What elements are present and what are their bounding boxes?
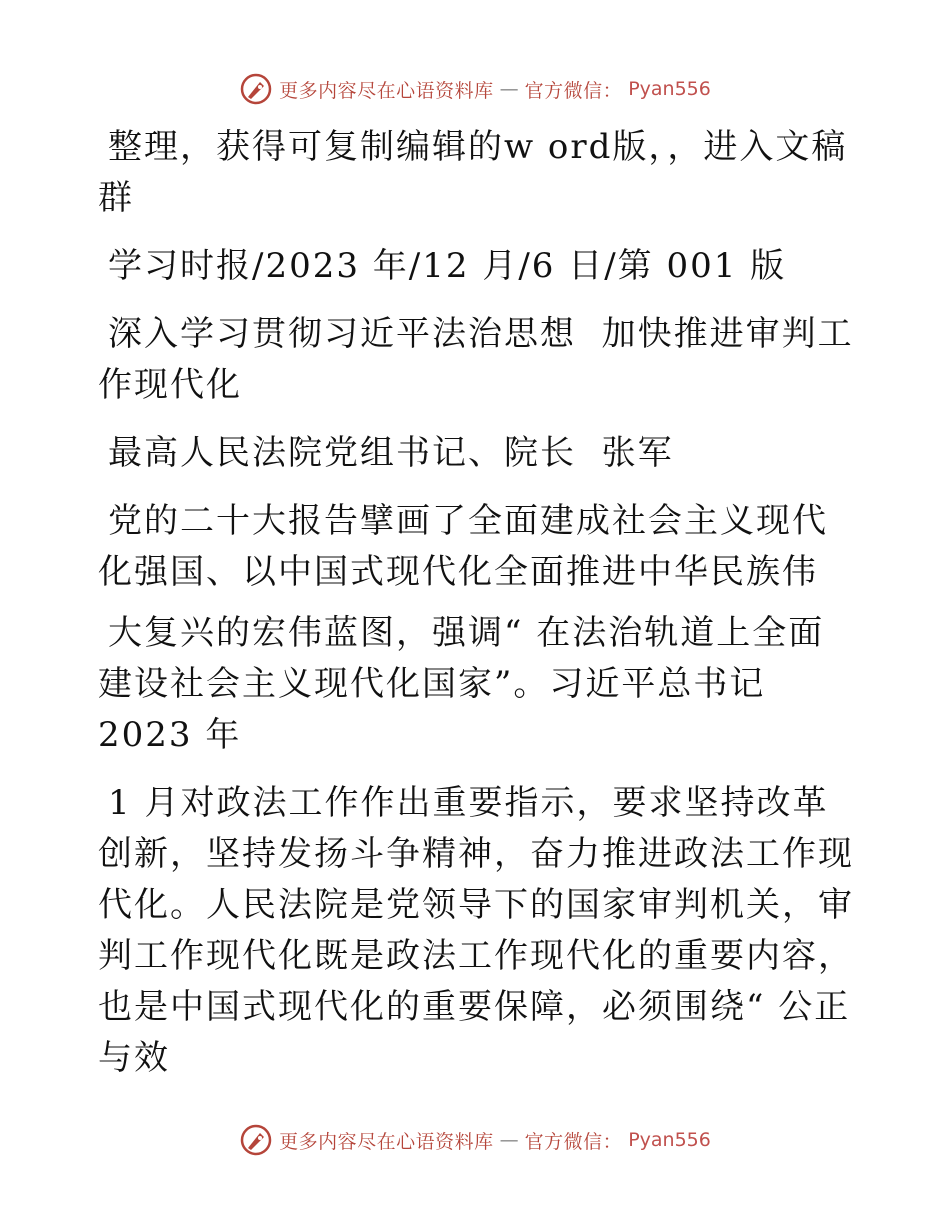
header-watermark bbox=[0, 72, 950, 106]
pen-nib-icon bbox=[239, 72, 273, 106]
paragraph-body-2: 大复兴的宏伟蓝图，强调“ 在法治轨道上全面建设社会主义现代化国家”。习近平总书记 2023 年 bbox=[98, 613, 825, 755]
footer-watermark bbox=[0, 1123, 950, 1157]
document-body bbox=[98, 122, 858, 1101]
paragraph-body-3: 1 月对政法工作作出重要指示，要求坚持改革创新，坚持发扬斗争精神，奋力推进政法工作现代化。人民法院是党领导下的国家审判机关，审判工作现代化既是政法工作现代化的重要内容，也是中国式现代化的重要保障，必须围绕“ 公正与效 bbox=[98, 783, 854, 1078]
paragraph-author: 最高人民法院党组书记、院长 张军 bbox=[108, 433, 674, 473]
paragraph-title: 深入学习贯彻习近平法治思想 加快推进审判工作现代化 bbox=[98, 314, 854, 405]
watermark-contact-id: Pyan556 bbox=[628, 78, 711, 100]
paragraph-body-1: 党的二十大报告擘画了全面建成社会主义现代化强国、以中国式现代化全面推进中华民族伟 bbox=[98, 501, 828, 592]
watermark-contact-label: 官方微信： bbox=[524, 1130, 623, 1153]
paragraph-intro: 整理，获得可复制编辑的w ord版，，进入文稿群 bbox=[98, 127, 848, 218]
watermark-contact-label: 官方微信： bbox=[524, 79, 623, 102]
watermark-separator: — bbox=[499, 78, 519, 100]
watermark-main-text: 更多内容尽在心语资料库 bbox=[279, 1130, 494, 1153]
pen-nib-icon bbox=[239, 1123, 273, 1157]
watermark-main-text: 更多内容尽在心语资料库 bbox=[279, 79, 494, 102]
watermark-contact-id: Pyan556 bbox=[628, 1129, 711, 1151]
watermark-separator: — bbox=[499, 1129, 519, 1151]
paragraph-source: 学习时报/2023 年/12 月/6 日/第 001 版 bbox=[108, 246, 787, 286]
